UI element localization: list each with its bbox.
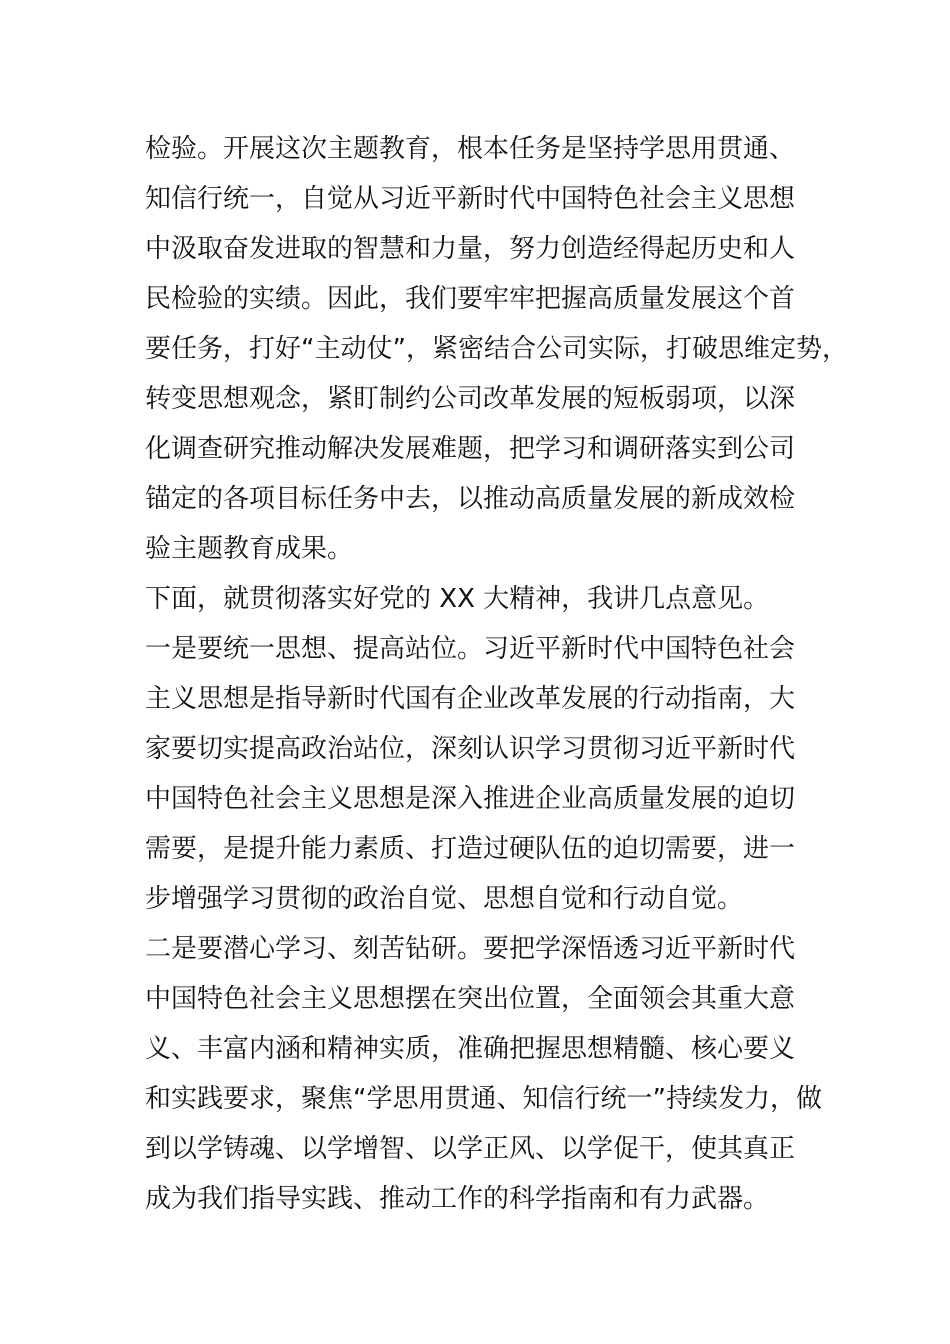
text-line: 要任务，打好“主动仗”，紧密结合公司实际，打破思维定势， bbox=[145, 334, 848, 364]
text-line: 家要切实提高政治站位，深刻认识学习贯彻习近平新时代 bbox=[145, 734, 796, 764]
text-line: 检验。开展这次主题教育，根本任务是坚持学思用贯通、 bbox=[145, 134, 796, 164]
text-line: 化调查研究推动解决发展难题，把学习和调研落实到公司 bbox=[145, 434, 796, 464]
text-line: 中汲取奋发进取的智慧和力量，努力创造经得起历史和人 bbox=[145, 234, 796, 264]
text-line: 步增强学习贯彻的政治自觉、思想自觉和行动自觉。 bbox=[145, 884, 744, 914]
text-line: 知信行统一，自觉从习近平新时代中国特色社会主义思想 bbox=[145, 184, 796, 214]
body-text bbox=[145, 124, 848, 1224]
text-line: 义、丰富内涵和精神实质，准确把握思想精髓、核心要义 bbox=[145, 1034, 796, 1064]
text-line: 主义思想是指导新时代国有企业改革发展的行动指南，大 bbox=[145, 684, 796, 714]
text-line: 中国特色社会主义思想是深入推进企业高质量发展的迫切 bbox=[145, 784, 796, 814]
text-line: 和实践要求，聚焦“学思用贯通、知信行统一”持续发力，做 bbox=[145, 1084, 822, 1114]
text-line: 到以学铸魂、以学增智、以学正风、以学促干，使其真正 bbox=[145, 1134, 796, 1164]
text-line: 锚定的各项目标任务中去，以推动高质量发展的新成效检 bbox=[145, 484, 796, 514]
text-line: 需要，是提升能力素质、打造过硬队伍的迫切需要，进一 bbox=[145, 834, 796, 864]
text-line: 验主题教育成果。 bbox=[145, 534, 354, 564]
text-line: 民检验的实绩。因此，我们要牢牢把握高质量发展这个首 bbox=[145, 284, 796, 314]
text-line: 二是要潜心学习、刻苦钻研。要把学深悟透习近平新时代 bbox=[145, 934, 796, 964]
text-line: 成为我们指导实践、推动工作的科学指南和有力武器。 bbox=[145, 1184, 770, 1214]
text-line: 一是要统一思想、提高站位。习近平新时代中国特色社会 bbox=[145, 634, 796, 664]
text-line: 中国特色社会主义思想摆在突出位置，全面领会其重大意 bbox=[145, 984, 796, 1014]
text-line: 下面，就贯彻落实好党的 XX 大精神，我讲几点意见。 bbox=[145, 584, 770, 614]
text-line: 转变思想观念，紧盯制约公司改革发展的短板弱项，以深 bbox=[145, 384, 796, 414]
